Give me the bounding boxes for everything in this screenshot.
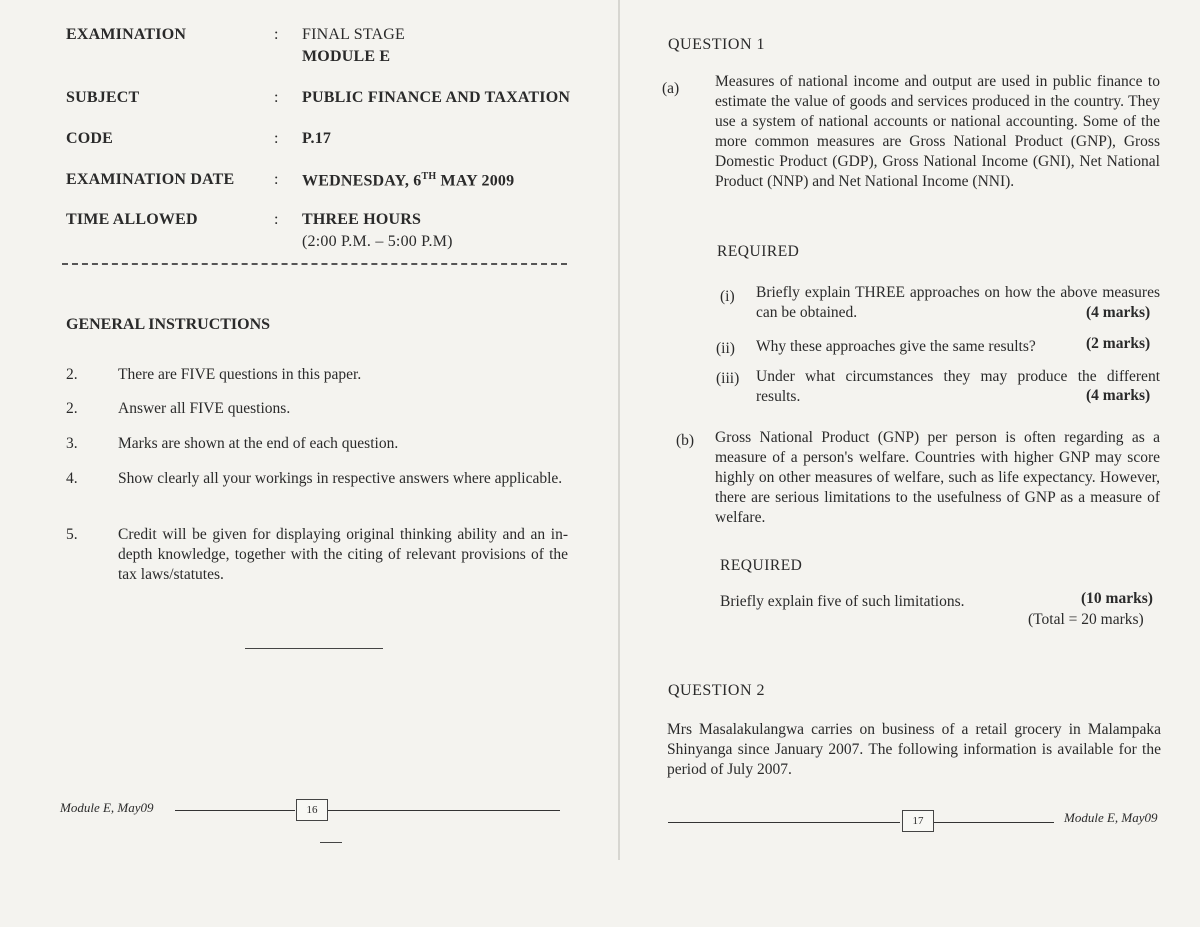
header-value: THREE HOURS <box>302 211 422 228</box>
header-colon: : <box>274 89 279 106</box>
page-number: 16 <box>296 799 328 821</box>
part-b-text: Gross National Product (GNP) per person is often regarding as a measure of a person's welfare. Countries with higher GNP may score highly on other measures of welfare, such as life expectancy. However, there are serious limitations to the usefulness of GNP as a measure of welfare. <box>715 429 1160 526</box>
instruction-number: 5. <box>66 526 78 543</box>
question-1-title: QUESTION 1 <box>668 36 765 53</box>
question-2-title: QUESTION 2 <box>668 682 765 699</box>
general-instructions-title: GENERAL INSTRUCTIONS <box>66 316 271 333</box>
header-value <box>302 171 514 190</box>
instruction-number: 3. <box>66 435 78 452</box>
instruction-text: There are FIVE questions in this paper. <box>118 366 362 383</box>
header-colon: : <box>274 211 279 228</box>
footer-line <box>934 822 1054 823</box>
header-value: PUBLIC FINANCE AND TAXATION <box>302 89 571 106</box>
required-heading-b: REQUIRED <box>720 557 803 574</box>
question-2-text: Mrs Masalakulangwa carries on business of a retail grocery in Malampaka Shinyanga since January 2007. The following information is available for the period of July 2007. <box>667 721 1161 778</box>
header-colon: : <box>274 130 279 147</box>
total-marks: (Total = 20 marks) <box>1028 611 1144 628</box>
footer-module-text: Module E, May09 <box>60 800 154 815</box>
date-suffix: TH <box>421 171 437 182</box>
header-colon: : <box>274 171 279 188</box>
instruction-text: Show clearly all your workings in respective answers where applicable. <box>118 470 563 487</box>
footer-line <box>328 810 560 811</box>
header-value: P.17 <box>302 130 332 147</box>
footer-mark <box>320 842 342 843</box>
part-a-label: (a) <box>662 80 680 97</box>
header-value-line2: (2:00 P.M. – 5:00 P.M) <box>302 233 453 250</box>
page-number: 17 <box>902 810 934 832</box>
sub-item-number: (i) <box>720 288 735 305</box>
sub-item-text: Why these approaches give the same results? <box>756 338 1036 355</box>
date-part: WEDNESDAY, 6 <box>302 172 422 190</box>
sub-item-text: Under what circumstances they may produce the different results. <box>756 368 1160 405</box>
sub-item-number: (ii) <box>716 340 735 357</box>
sub-item-marks: (4 marks) <box>1086 304 1151 321</box>
instruction-number: 2. <box>66 366 78 383</box>
page-fold <box>618 0 620 860</box>
header-divider <box>62 263 567 265</box>
sub-item-text: Briefly explain THREE approaches on how the above measures can be obtained. <box>756 284 1160 321</box>
header-label: TIME ALLOWED <box>66 211 198 228</box>
required-heading-a: REQUIRED <box>717 243 800 260</box>
part-b-instruction: Briefly explain five of such limitations. <box>720 593 965 610</box>
part-a-text: Measures of national income and output are used in public finance to estimate the value of goods and services produced in the country. They use a system of national accounts or national accounting. Some of the more common measures are Gross National Product (GNP), Gross Domestic Product (GDP), Gross National Income (GNI), Net National Product (NNP) and Net National Income (NNI). <box>715 73 1160 190</box>
footer-line <box>175 810 295 811</box>
instruction-text: Credit will be given for displaying original thinking ability and an in-depth knowledge, together with the citing of relevant provisions of the tax laws/statutes. <box>118 526 568 583</box>
header-label: EXAMINATION DATE <box>66 171 235 188</box>
date-part: MAY 2009 <box>436 172 515 190</box>
header-label: CODE <box>66 130 114 147</box>
instruction-text: Marks are shown at the end of each question. <box>118 435 399 452</box>
footer-line <box>668 822 900 823</box>
right-page <box>640 0 1180 880</box>
end-rule <box>245 648 383 649</box>
sub-item-marks: (2 marks) <box>1086 335 1151 352</box>
header-value: FINAL STAGE <box>302 26 405 43</box>
instruction-number: 2. <box>66 400 78 417</box>
instruction-text: Answer all FIVE questions. <box>118 400 291 417</box>
sub-item-number: (iii) <box>716 370 740 387</box>
header-label: EXAMINATION <box>66 26 187 43</box>
header-label: SUBJECT <box>66 89 140 106</box>
footer-module-text: Module E, May09 <box>1064 810 1158 825</box>
instruction-number: 4. <box>66 470 78 487</box>
part-b-label: (b) <box>676 432 695 449</box>
left-page <box>40 0 600 880</box>
header-colon: : <box>274 26 279 43</box>
header-value-line2: MODULE E <box>302 48 391 65</box>
sub-item-marks: (4 marks) <box>1086 387 1151 404</box>
part-b-marks: (10 marks) <box>1081 590 1153 607</box>
